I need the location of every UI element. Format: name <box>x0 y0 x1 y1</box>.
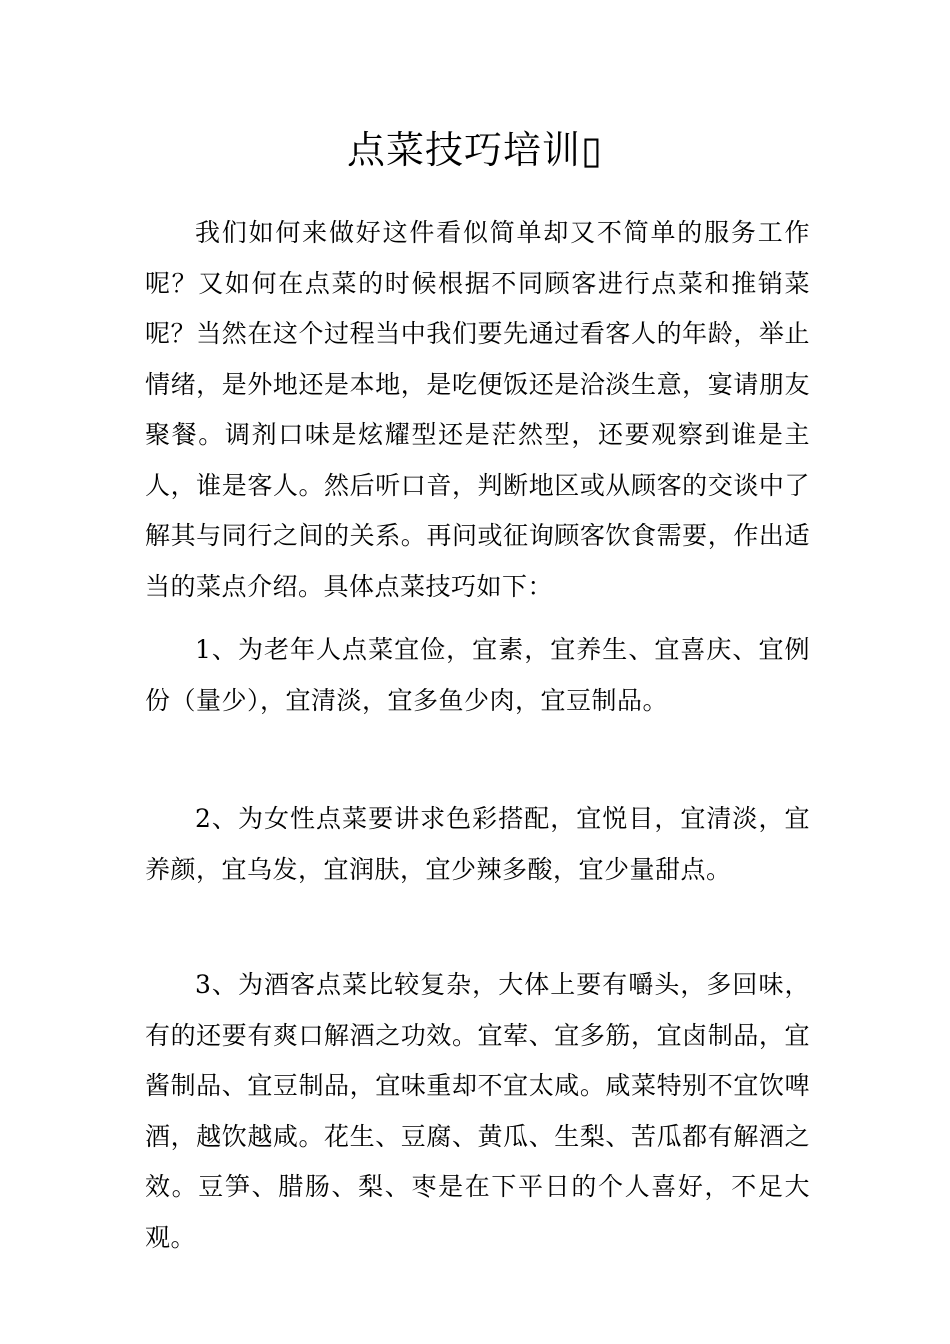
tip-paragraph-drinkers: 3、为酒客点菜比较复杂，大体上要有嚼头，多回味，有的还要有爽口解酒之功效。宜荤、宜多筋，宜卤制品，宜酱制品、宜豆制品，宜味重却不宜太咸。咸菜特别不宜饮啤酒，越饮越咸。花生、豆腐、黄瓜、生梨、苦瓜都有解酒之效。豆笋、腊肠、梨、枣是在下平日的个人喜好，不足大观。 <box>145 970 810 1252</box>
tip-paragraph-elderly: 1、为老年人点菜宜俭，宜素，宜养生、宜喜庆、宜例份（量少），宜清淡，宜多鱼少肉，宜豆制品。 <box>145 635 810 715</box>
document-title <box>0 122 950 178</box>
intro-paragraph: 我们如何来做好这件看似简单却又不简单的服务工作呢？又如何在点菜的时候根据不同顾客进行点菜和推销菜呢？当然在这个过程当中我们要先通过看客人的年龄，举止情绪，是外地还是本地，是吃便饭还是洽淡生意，宴请朋友聚餐。调剂口味是炫耀型还是茫然型，还要观察到谁是主人，谁是客人。然后听口音，判断地区或从顾客的交谈中了解其与同行之间的关系。再问或征询顾客饮食需要，作出适当的菜点介绍。具体点菜技巧如下： <box>145 218 810 601</box>
missing-glyph-icon: ▯ <box>581 128 603 172</box>
document-title-text: 点菜技巧培训 <box>347 128 582 172</box>
tip-paragraph-women: 2、为女性点菜要讲求色彩搭配，宜悦目，宜清淡，宜养颜，宜乌发，宜润肤，宜少辣多酸，宜少量甜点。 <box>145 804 810 884</box>
